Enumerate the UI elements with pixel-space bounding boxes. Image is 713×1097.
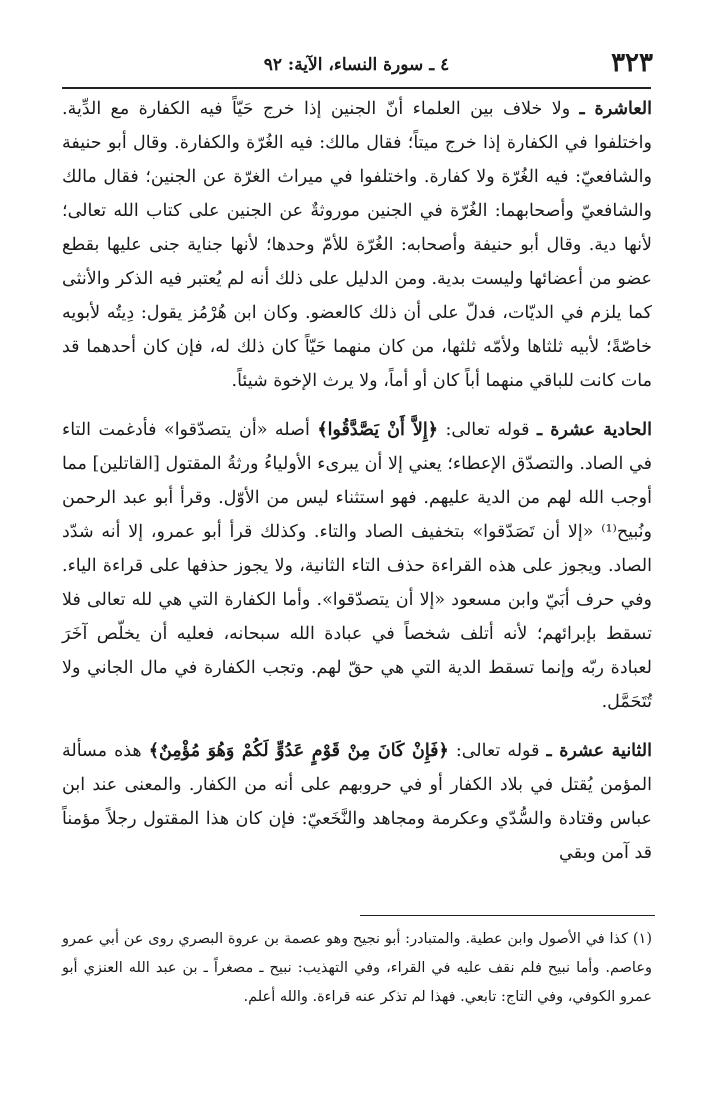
paragraph-intro: قوله تعالى: [437, 420, 538, 440]
paragraph-twelfth [62, 734, 652, 870]
paragraph-lead: الثانية عشرة ـ [546, 741, 652, 761]
page-header [60, 40, 653, 80]
header-rule [62, 87, 651, 89]
quran-quote: ﴿فَإِنْ كَانَ مِنْ قَوْمٍ عَدُوٍّ لَكُمْ وَهُوَ مُؤْمِنٌ﴾ [148, 741, 449, 761]
quran-quote: ﴿إِلاَّ أَنْ يَصَّدَّقُوا﴾ [317, 420, 438, 440]
paragraph-text: هذه مسألة المؤمن يُقتل في بلاد الكفار أو في حروبهم على أنه من الكفار. والمعنى عند ابن عباس وقتادة والسُّدّي وعكرمة ومجاهد والنَّخَعيّ: فإن كان هذا المقتول رجلاً مؤمناً قد آمن وبقي [62, 741, 652, 863]
footnote-text: (١) كذا في الأصول وابن عطية. والمتبادر: أبو نجيح وهو عصمة بن عروة البصري روى عن أبي عمرو وعاصم. وأما نبيح فلم نقف عليه في القراء، وفي التهذيب: نبيح ـ مصغراً ـ بن عبد الله العنزي أبو عمرو الكوفي، وفي التاج: تابعي. فهذا لم تذكر عنه قراءة. والله أعلم. [62, 931, 652, 1005]
paragraph-eleventh [62, 413, 652, 719]
paragraph-lead: العاشرة ـ [579, 99, 652, 119]
paragraph-intro: قوله تعالى: [448, 741, 547, 761]
paragraph-text: أصله «أن يتصدّقوا» فأدغمت التاء في الصاد. والتصدّق الإعطاء؛ يعني إلا أن يبرىء الأولياءُ ورثةُ المقتول [القاتلين] مما أوجب الله لهم من الدية عليهم. فهو استثناء ليس من الأوّل. وقرأ أبو عبد الرحمن ونُبيح⁽¹⁾ «إلا أن تَصَدّقوا» بتخفيف الصاد والتاء. وكذلك قرأ أبو عمرو، إلا أنه شدّد الصاد. ويجوز على هذه القراءة حذف التاء الثانية، ولا يجوز حذفها على قراءة الياء. وفي حرف أبَيّ وابن مسعود «إلا أن يتصدّقوا». وأما الكفارة التي هي لله تعالى فلا تسقط بإبرائهم؛ لأنه أتلف شخصاً في عبادة الله سبحانه، فعليه أن يخلّص آخَرَ لعبادة ربّه وإنما تسقط الدية التي هي حقّ لهم. وتجب الكفارة في مال الجاني ولا تُتَحَمَّل. [62, 420, 652, 712]
main-text [62, 92, 652, 870]
footnote [62, 925, 652, 1012]
running-title: ٤ ـ سورة النساء، الآية: ٩٢ [263, 55, 450, 75]
footnote-rule [360, 915, 655, 916]
page-number: ٣٢٣ [611, 48, 653, 78]
paragraph-text: ولا خلاف بين العلماء أنّ الجنين إذا خرج حَيّاً فيه الكفارة مع الدِّية. واختلفوا في الكفارة إذا خرج ميتاً؛ فقال مالك: فيه الغُرّة والكفارة. وقال أبو حنيفة والشافعيّ: فيه الغُرّة ولا كفارة. واختلفوا في ميراث الغرّة عن الجنين؛ فقال مالك والشافعيّ وأصحابهما: الغُرّة في الجنين موروثةٌ عن الجنين على كتاب الله تعالى؛ لأنها دية. وقال أبو حنيفة وأصحابه: الغُرّة للأمّ وحدها؛ لأنها جناية جنى عليها بقطع عضو من أعضائها وليست بدية. ومن الدليل على ذلك أنه لم يُعتبر فيه الذكر والأنثى كما يلزم في الديّات، فدلّ على أن ذلك كالعضو. وكان ابن هُرْمُز يقول: دِيتُه لأبويه خاصّةً؛ لأبيه ثلثاها ولأمّه ثلثها، من كان منهما حَيّاً كان ذلك له، فإن كان أحدهما قد مات كانت للباقي منهما أباً كان أو أماً، ولا يرث الإخوة شيئاً. [62, 99, 652, 391]
paragraph-lead: الحادية عشرة ـ [537, 420, 652, 440]
paragraph-tenth [62, 92, 652, 398]
